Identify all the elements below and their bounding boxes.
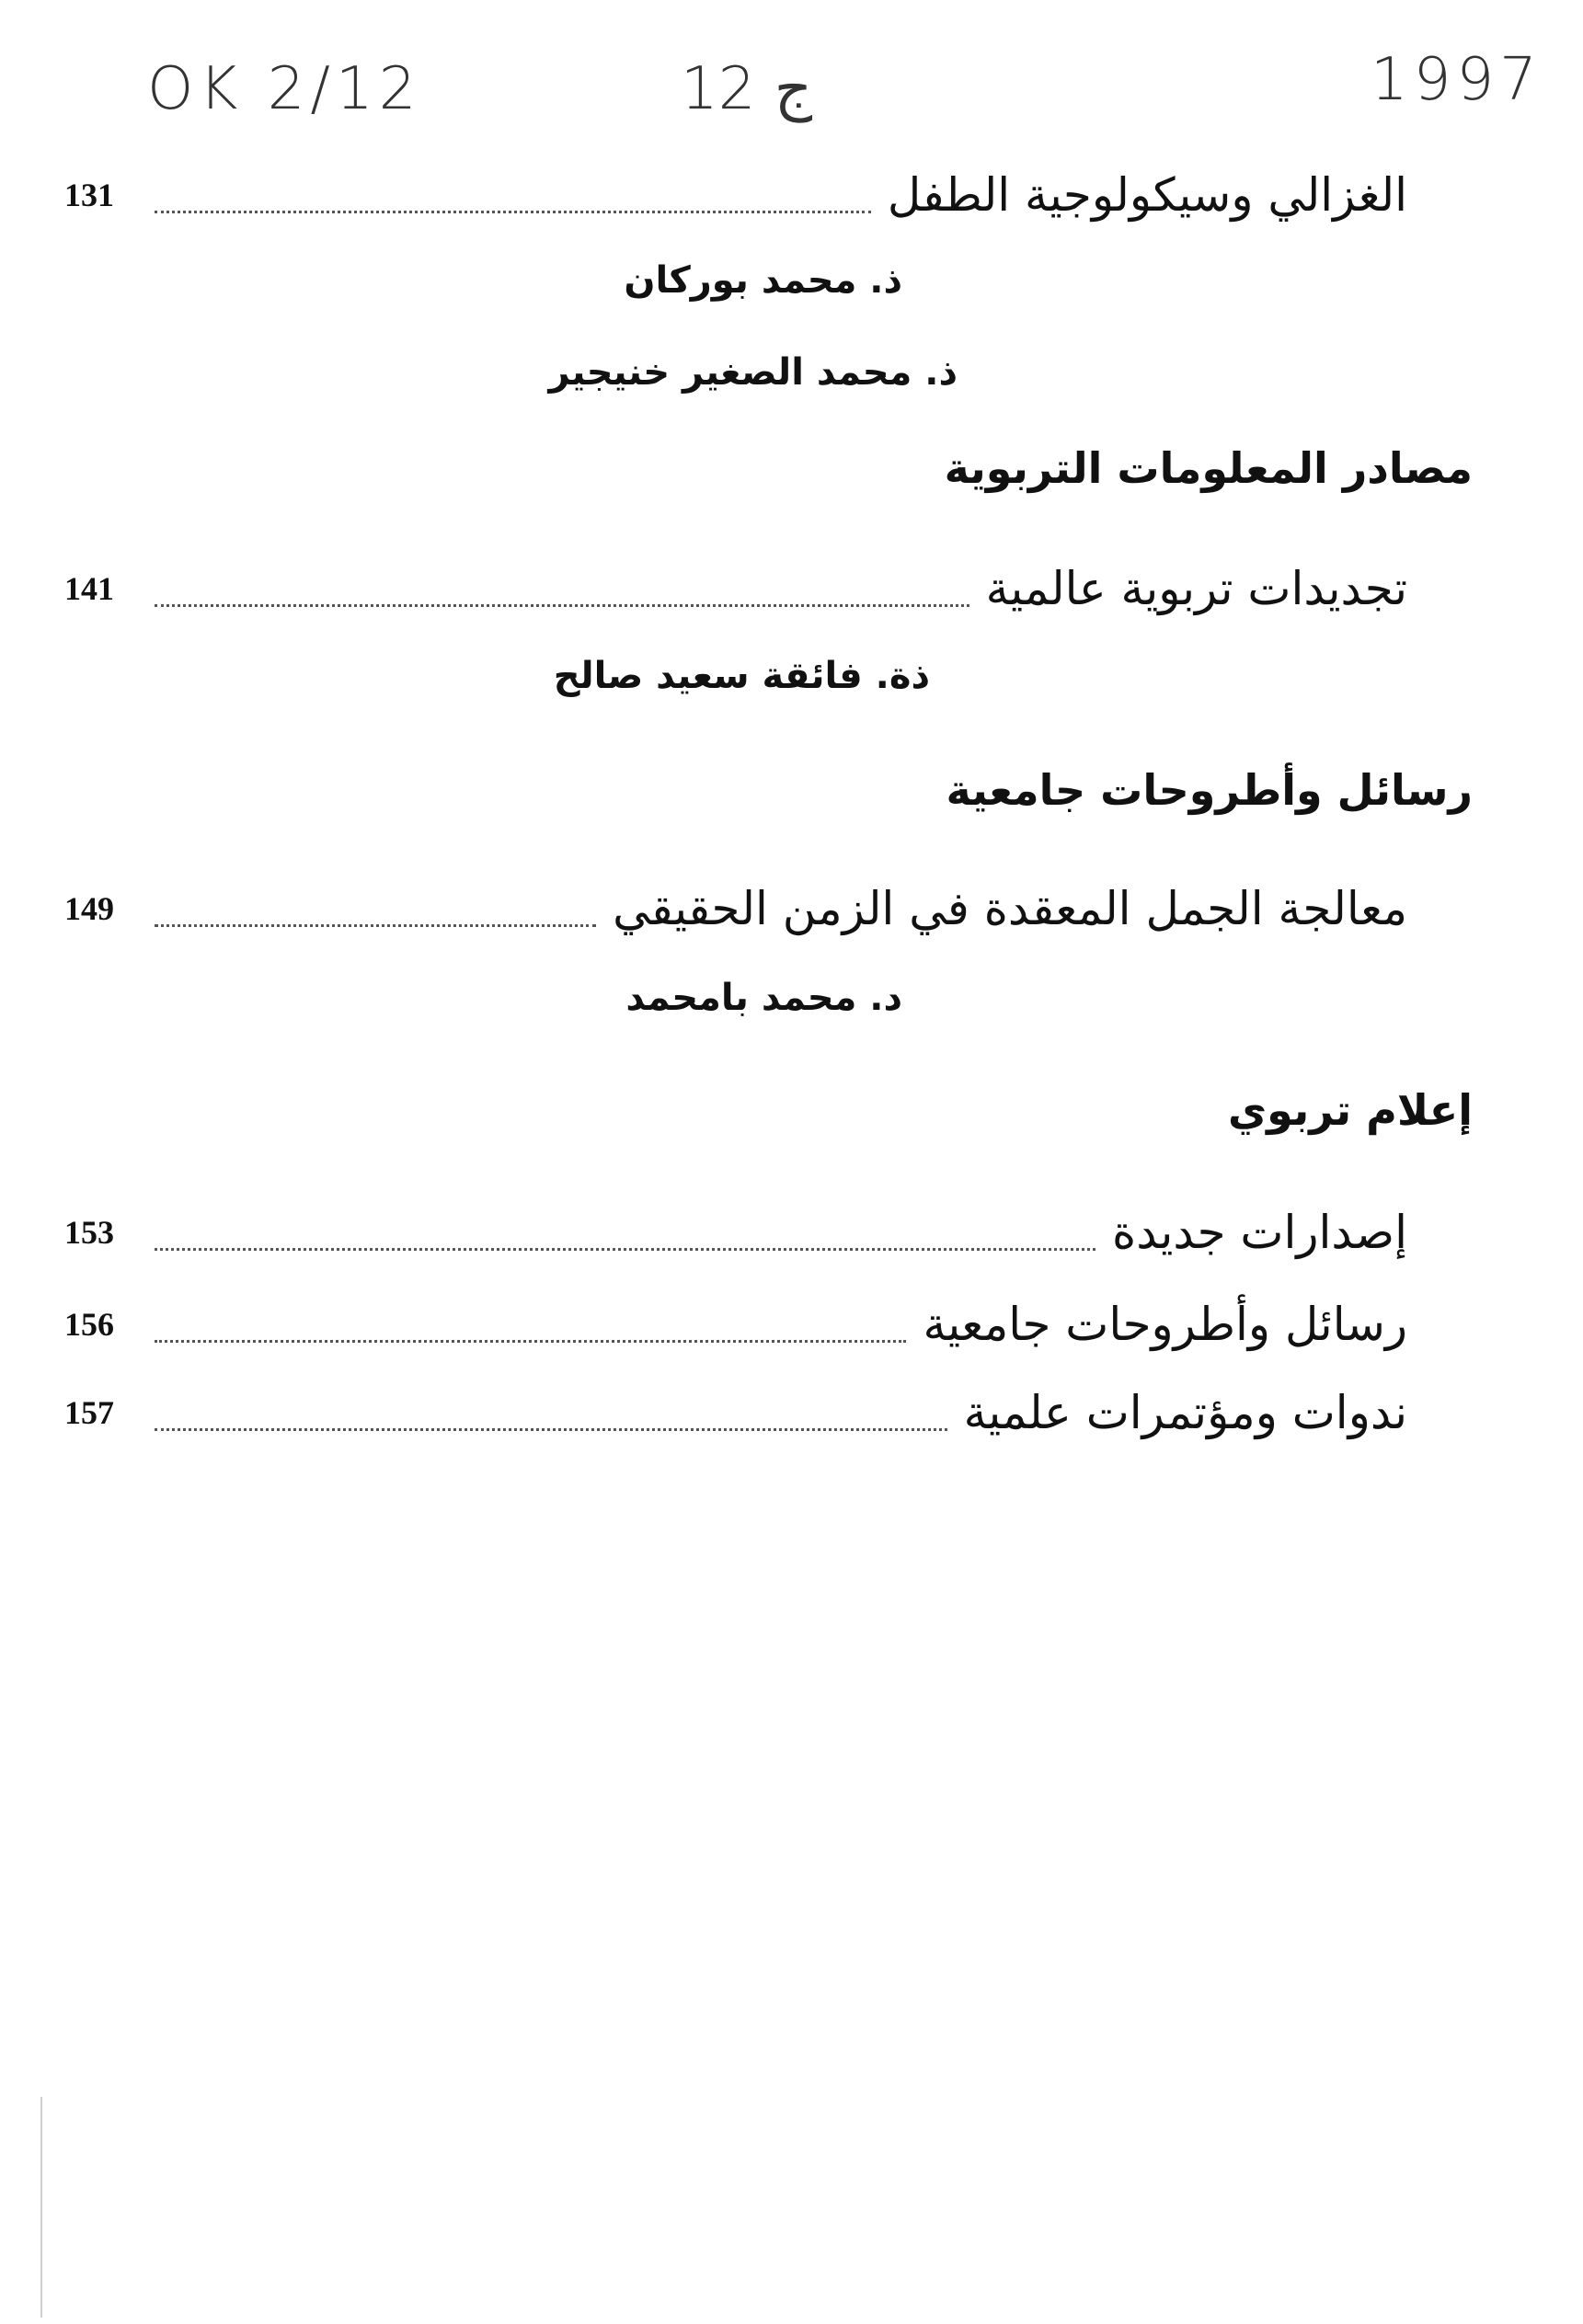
section-heading: إعلام تربوي — [1227, 1085, 1473, 1135]
toc-entry-title: تجديدات تربوية عالمية — [985, 562, 1407, 615]
author-name: د. محمد بامحمد — [625, 977, 902, 1019]
toc-entry — [64, 1196, 1407, 1269]
dot-leader — [155, 924, 596, 927]
handwritten-note-year: 1997 — [1371, 46, 1543, 114]
toc-entry-title: ندوات ومؤتمرات علمية — [963, 1386, 1407, 1439]
author-name: ذ. محمد الصغير خنيجير — [548, 351, 958, 394]
dot-leader — [155, 1340, 906, 1343]
dot-leader — [155, 1248, 1095, 1251]
toc-entry-title: رسائل وأطروحات جامعية — [923, 1298, 1407, 1351]
dot-leader — [155, 1428, 947, 1431]
toc-entry — [64, 552, 1407, 625]
dot-leader — [155, 604, 969, 607]
toc-entry-page: 153 — [64, 1214, 114, 1251]
author-name: ذ. محمد بوركان — [624, 259, 902, 302]
toc-entry-title: إصدارات جديدة — [1112, 1206, 1407, 1259]
toc-entry-page: 149 — [64, 890, 114, 927]
handwritten-note-left: OK 2/12 — [147, 55, 422, 123]
toc-entry-page: 131 — [64, 177, 114, 213]
toc-entry-page: 157 — [64, 1394, 114, 1431]
handwritten-note-middle: 12 ج — [681, 55, 813, 123]
toc-entry-title: معالجة الجمل المعقدة في الزمن الحقيقي — [613, 882, 1407, 935]
toc-entry — [64, 872, 1407, 945]
section-heading: رسائل وأطروحات جامعية — [946, 765, 1473, 815]
toc-entry — [64, 1376, 1407, 1449]
toc-entry — [64, 1288, 1407, 1361]
scan-margin-line — [40, 2097, 42, 2318]
section-heading: مصادر المعلومات التربوية — [944, 443, 1473, 493]
toc-entry-page: 156 — [64, 1306, 114, 1343]
author-name: ذة. فائقة سعيد صالح — [553, 655, 930, 697]
dot-leader — [155, 211, 871, 213]
toc-entry-page: 141 — [64, 570, 114, 607]
toc-entry-title: الغزالي وسيكولوجية الطفل — [887, 168, 1407, 222]
toc-entry — [64, 158, 1407, 232]
